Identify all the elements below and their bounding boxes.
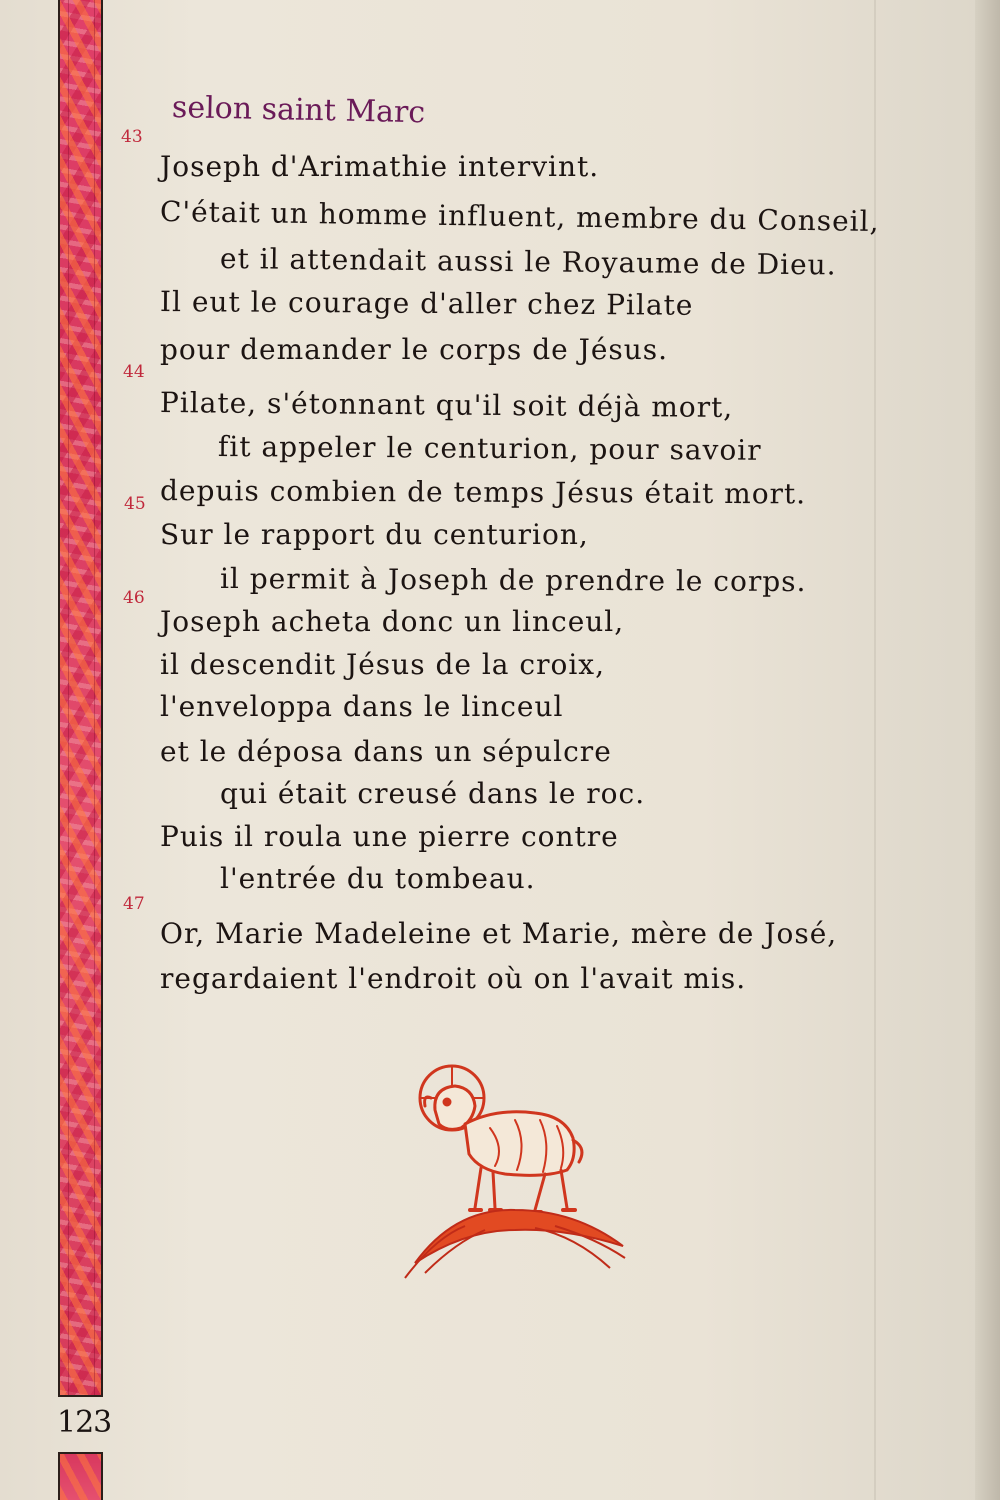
- verse-line: et il attendait aussi le Royaume de Dieu.: [219, 242, 837, 282]
- decorative-border-bottom: [58, 1452, 103, 1500]
- verse-line: l'entrée du tombeau.: [220, 862, 536, 895]
- verse-line: qui était creusé dans le roc.: [220, 777, 646, 810]
- page-shadow: [975, 0, 1000, 1500]
- verse-line: et le déposa dans un sépulcre: [160, 735, 612, 768]
- verse-line: pour demander le corps de Jésus.: [160, 333, 669, 366]
- verse-line: il descendit Jésus de la croix,: [160, 648, 605, 681]
- verse-number-47: 47: [123, 894, 145, 914]
- verse-line: Puis il roula une pierre contre: [160, 820, 619, 853]
- verse-line: Joseph d'Arimathie intervint.: [160, 150, 600, 183]
- page-heading: selon saint Marc: [171, 90, 426, 131]
- lamb-of-god-icon: [395, 1058, 630, 1288]
- page-number: 123: [57, 1405, 112, 1440]
- verse-line: Il eut le courage d'aller chez Pilate: [159, 285, 694, 322]
- verse-line: Joseph acheta donc un linceul,: [160, 605, 625, 638]
- verse-line: Pilate, s'étonnant qu'il soit déjà mort,: [159, 386, 734, 425]
- verse-number-46: 46: [123, 588, 145, 608]
- verse-number-45: 45: [124, 494, 146, 514]
- verse-line: C'était un homme influent, membre du Conseil,: [159, 195, 880, 239]
- verse-line: regardaient l'endroit où on l'avait mis.: [160, 962, 747, 995]
- verse-line: depuis combien de temps Jésus était mort.: [159, 474, 807, 511]
- verse-number-44: 44: [123, 362, 145, 382]
- verse-line: il permit à Joseph de prendre le corps.: [219, 562, 807, 599]
- decorative-border: [58, 0, 103, 1397]
- verse-line: Or, Marie Madeleine et Marie, mère de José,: [160, 917, 838, 950]
- verse-line: fit appeler le centurion, pour savoir: [217, 430, 762, 467]
- verse-line: l'enveloppa dans le linceul: [160, 690, 564, 723]
- verse-line: Sur le rapport du centurion,: [160, 518, 589, 551]
- verse-number-43: 43: [121, 127, 143, 147]
